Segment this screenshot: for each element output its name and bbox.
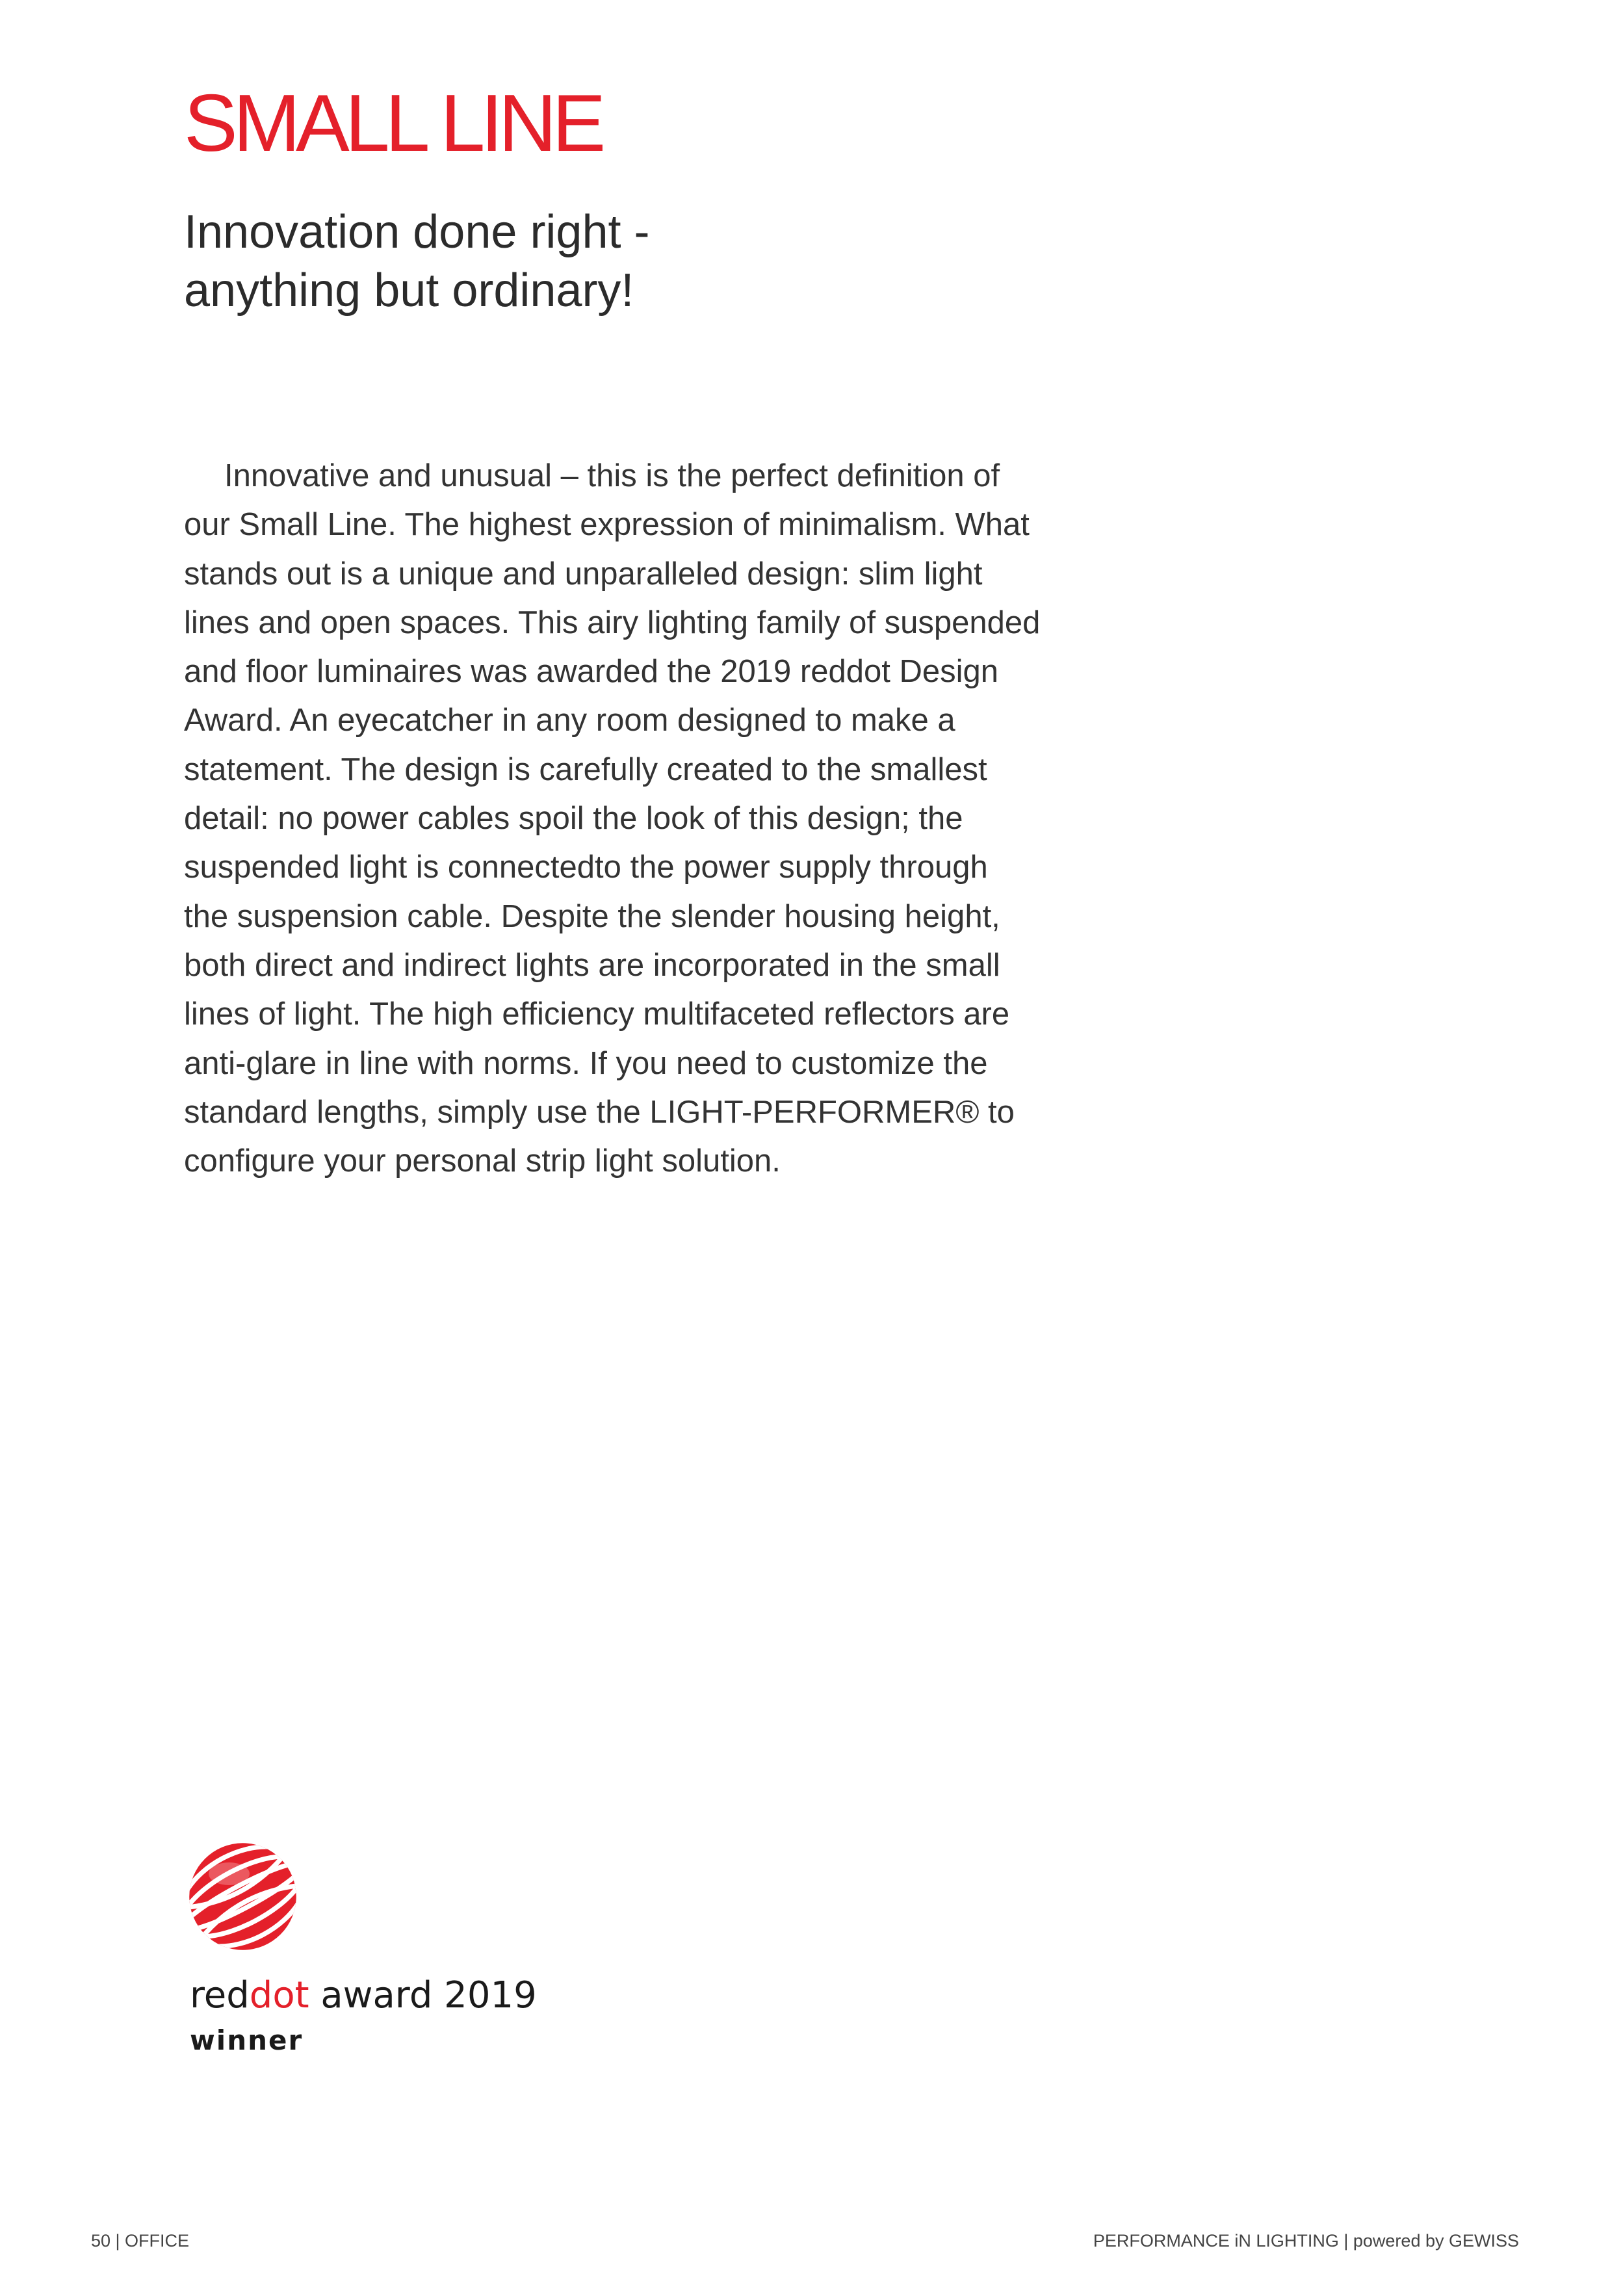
body-line: anti-glare in line with norms. If you need to customize the [184, 1045, 988, 1081]
reddot-globe-icon [186, 1840, 300, 1953]
body-line: lines and open spaces. This airy lighting family of suspended [184, 605, 1041, 640]
award-year-label: award 2019 [309, 1974, 537, 2016]
subtitle-line: Innovation done right - [184, 206, 650, 258]
body-line: our Small Line. The highest expression of minimalism. What [184, 507, 1030, 543]
body-line: lines of light. The high efficiency multifaceted reflectors are [184, 997, 1010, 1032]
page-subtitle [184, 203, 1029, 320]
award-label [190, 1974, 537, 2016]
body-line: Innovative and unusual – this is the perfect definition of [224, 458, 1000, 493]
body-line: stands out is a unique and unparalleled design: slim light [184, 556, 983, 592]
body-line: configure your personal strip light solution. [184, 1143, 781, 1179]
body-paragraph [184, 452, 1094, 1186]
body-line: both direct and indirect lights are incorporated in the small [184, 947, 1000, 983]
award-brand-prefix: red [190, 1974, 250, 2016]
award-brand-highlight: dot [249, 1974, 309, 2016]
body-line: detail: no power cables spoil the look of this design; the [184, 801, 963, 837]
body-line: standard lengths, simply use the LIGHT-PERFORMER® to [184, 1094, 1015, 1130]
page-title: SMALL LINE [184, 79, 602, 168]
subtitle-line: anything but ordinary! [184, 265, 634, 317]
body-line: the suspension cable. Despite the slender housing height, [184, 898, 1000, 934]
footer-page-section: 50 | OFFICE [91, 2231, 190, 2250]
body-line: and floor luminaires was awarded the 2019 reddot Design [184, 654, 998, 690]
body-line: statement. The design is carefully created to the smallest [184, 751, 987, 787]
body-line: suspended light is connectedto the power supply through [184, 850, 988, 885]
body-line: Award. An eyecatcher in any room designed to make a [184, 703, 955, 738]
award-status: winner [190, 2024, 304, 2056]
footer-brand: PERFORMANCE iN LIGHTING | powered by GEWISS [1093, 2231, 1519, 2250]
